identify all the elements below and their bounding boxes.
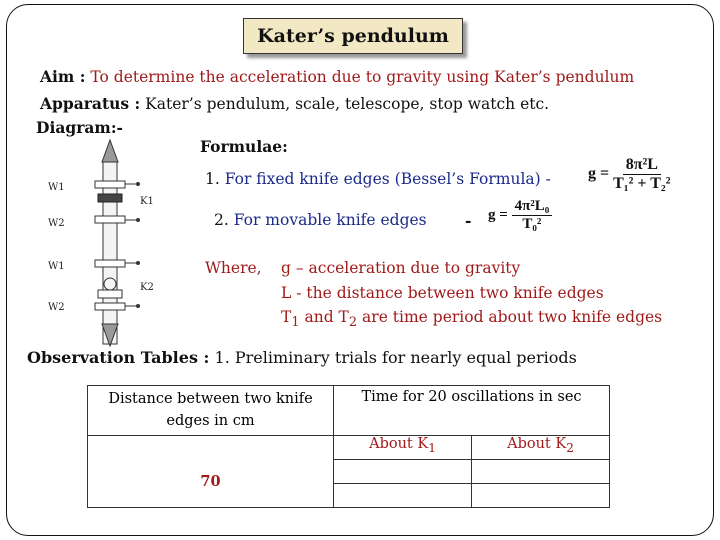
cell-k1-2 <box>334 484 472 508</box>
formula-2-dash: - <box>465 211 472 230</box>
weight-w2-top <box>95 216 140 223</box>
label-w2-top: W2 <box>48 218 65 229</box>
table-header-row <box>88 386 610 436</box>
cell-k2-2 <box>472 484 610 508</box>
label-k1: K1 <box>140 196 154 207</box>
bessel-formula-numerator: 8π²L <box>623 156 661 175</box>
where-line-3-t1: T <box>281 308 292 326</box>
where-line-3-rest: are time period about two knife edges <box>357 308 663 326</box>
label-w1-bottom: W1 <box>48 261 65 272</box>
observation-label: Observation Tables : <box>27 348 210 367</box>
bessel-formula-fraction <box>613 156 670 193</box>
where-label: Where, <box>205 259 262 277</box>
header-time: Time for 20 oscillations in sec <box>334 386 610 436</box>
formula-2-number: 2. <box>214 211 229 229</box>
formula-1-text: For fixed knife edges (Bessel’s Formula) - <box>224 170 551 188</box>
apparatus-text: Kater’s pendulum, scale, telescope, stop watch etc. <box>145 95 550 113</box>
page-title: Kater’s pendulum <box>243 18 463 54</box>
apparatus-line <box>40 94 549 113</box>
pendulum-diagram <box>40 138 170 350</box>
subheader-k2-sub: 2 <box>566 440 574 455</box>
bessel-formula-denominator: T₁² + T₂² <box>613 175 671 192</box>
knife-edge-k1 <box>98 194 122 202</box>
diagram-label: Diagram:- <box>36 118 123 137</box>
weight-w2-bottom <box>95 303 140 310</box>
cell-distance: 70 <box>88 436 334 508</box>
aim-line <box>40 67 634 86</box>
formula-2-line <box>214 211 427 229</box>
observation-line <box>27 348 577 367</box>
cell-k2-1 <box>472 460 610 484</box>
label-w2-bottom: W2 <box>48 302 65 313</box>
bessel-formula-lhs: g = <box>588 165 610 183</box>
table-subheader-row <box>88 436 610 460</box>
subheader-about-k2 <box>472 436 610 460</box>
weight-w1-bottom <box>95 260 140 267</box>
formula-2-text: For movable knife edges <box>233 211 427 229</box>
formula-1-number: 1. <box>205 170 220 188</box>
movable-formula-lhs: g = <box>488 206 508 223</box>
where-line-2: L - the distance between two knife edges <box>281 284 604 302</box>
label-k2: K2 <box>140 282 154 293</box>
where-line-3-sub1: 1 <box>291 315 300 331</box>
bessel-formula <box>588 156 670 193</box>
where-line-3-sub2: 2 <box>348 315 358 331</box>
aim-text: To determine the acceleration due to gravity using Kater’s pendulum <box>90 68 635 86</box>
subheader-k1-text: About K <box>369 436 429 452</box>
formula-1-line <box>205 170 551 188</box>
movable-formula-fraction <box>512 198 553 233</box>
formulae-label: Formulae: <box>200 137 288 156</box>
label-w1-top: W1 <box>48 182 65 193</box>
cell-k1-1 <box>334 460 472 484</box>
aim-label: Aim : <box>40 67 86 86</box>
observation-table <box>87 385 610 508</box>
where-line-3-and: and T <box>299 308 349 326</box>
movable-formula-denominator: T₀² <box>522 216 542 232</box>
weight-w1-top <box>95 181 140 188</box>
observation-text: 1. Preliminary trials for nearly equal periods <box>214 348 577 367</box>
movable-formula <box>488 198 552 233</box>
subheader-k2-text: About K <box>507 436 567 452</box>
apparatus-label: Apparatus : <box>40 94 141 113</box>
subheader-k1-sub: 1 <box>428 440 436 455</box>
where-line-1: g – acceleration due to gravity <box>281 259 521 277</box>
subheader-about-k1 <box>334 436 472 460</box>
where-line-3 <box>281 308 662 330</box>
header-distance: Distance between two knife edges in cm <box>88 386 334 436</box>
movable-formula-numerator: 4π²L₀ <box>512 198 553 216</box>
